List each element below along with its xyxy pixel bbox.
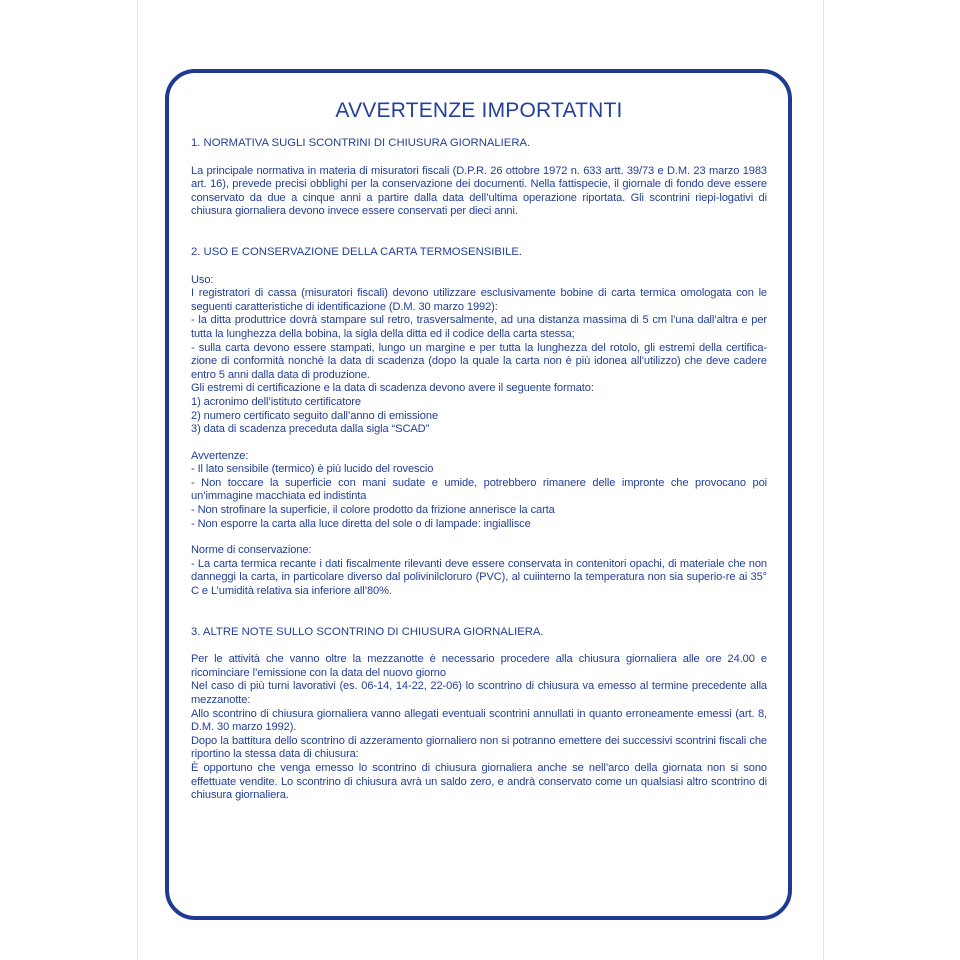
subsection-label: Norme di conservazione: [191, 544, 312, 557]
section-paragraph: Gli estremi di certificazione e la data di scadenza devono avere il seguente formato: [191, 382, 594, 395]
section-paragraph: Dopo la battitura dello scontrino di azzeramento giornaliero non si potranno emettere dei successivi scontrini fiscali che riportino la stessa data di chiusura: [191, 734, 767, 761]
list-item: - la ditta produttrice dovrà stampare sul retro, trasversalmente, ad una distanza massima di 5 cm l’una dall’altra e per tutta la lunghezza della bobina, la sigla della ditta ed il codice della carta stessa; [191, 314, 767, 340]
section-paragraph: I registratori di cassa (misuratori fiscali) devono utilizzare esclusivamente bobine di carta termica omologata con le seguenti caratteristiche di identificazione (D.M. 30 marzo 1992): [191, 287, 767, 313]
document-content [191, 98, 767, 803]
section-altre-note [191, 626, 767, 803]
list-item: - La carta termica recante i dati fiscalmente rilevanti deve essere conservata in contenitori opachi, di materiale che non danneggi la carta, in particolare diverso dal polivinilcloruro (PVC), al cuiinterno la temperatura non sia superio-re ai 35° C e L’umidità relativa sia inferiore all’80%. [191, 557, 767, 598]
section-heading: 2. USO E CONSERVAZIONE DELLA CARTA TERMOSENSIBILE. [191, 245, 523, 258]
list-item: - Il lato sensibile (termico) è più lucido del rovescio [191, 463, 434, 476]
list-item: 2) numero certificato seguito dall’anno di emissione [191, 409, 439, 422]
section-normativa [191, 137, 767, 219]
list-item: - sulla carta devono essere stampati, lungo un margine e per tutta la lunghezza del rotolo, gli estremi della certifica-zione di conformità nonchè la data di scadenza (dopo la quale la carta non è più idonea all’utilizzo) che deve cadere entro 5 anni dalla data di produzione. [191, 341, 767, 381]
section-heading: 3. ALTRE NOTE SULLO SCONTRINO DI CHIUSURA GIORNALIERA. [191, 625, 544, 638]
list-item: - Non esporre la carta alla luce diretta del sole o di lampade: ingiallisce [191, 517, 531, 530]
section-uso-conservazione [191, 246, 767, 599]
section-paragraph: Per le attività che vanno oltre la mezzanotte è necessario procedere alla chiusura giornaliera alle ore 24.00 e ricominciare l’emissione con la data del nuovo giorno [191, 653, 767, 679]
section-paragraph: È opportuno che venga emesso lo scontrino di chiusura giornaliera anche se nell’arco della giornata non si sono effettuate vendite. Lo scontrino di chiusura avrà un saldo zero, e andrà conservato come un qualsiasi altro scontrino di chiusura giornaliera. [191, 761, 767, 802]
section-paragraph: Nel caso di più turni lavorativi (es. 06-14, 14-22, 22-06) lo scontrino di chiusura va emesso al termine precedente alla mezzanotte: [191, 680, 767, 706]
section-paragraph: La principale normativa in materia di misuratori fiscali (D.P.R. 26 ottobre 1972 n. 633 artt. 39/73 e D.M. 23 marzo 1983 art. 16), prevede precisi obblighi per la conservazione dei documenti. Nella fattispecie, il giornale di fondo deve essere conservato da due a cinque anni a partire dalla data dell’ultima operazione riportata. Gli scontrini riepi-logativi di chiusura giornaliera devono invece essere conservati per dieci anni. [191, 164, 767, 218]
list-item: - Non strofinare la superficie, il colore prodotto da frizione annerisce la carta [191, 504, 555, 517]
page-title: AVVERTENZE IMPORTATNTI [335, 99, 623, 122]
list-item: 3) data di scadenza preceduta dalla sigla “SCAD” [191, 423, 430, 436]
subsection-label: Uso: [191, 273, 214, 286]
list-item: 1) acronimo dell’istituto certificatore [191, 395, 361, 408]
section-heading: 1. NORMATIVA SUGLI SCONTRINI DI CHIUSURA GIORNALIERA. [191, 137, 531, 149]
section-paragraph: Allo scontrino di chiusura giornaliera vanno allegati eventuali scontrini annullati in quanto erroneamente emessi (art. 8, D.M. 30 marzo 1992). [191, 707, 767, 734]
subsection-label: Avvertenze: [191, 449, 249, 462]
list-item: - Non toccare la superficie con mani sudate e umide, potrebbero rimanere delle impronte che provocano poi un’immagine macchiata ed indistinta [191, 476, 767, 503]
